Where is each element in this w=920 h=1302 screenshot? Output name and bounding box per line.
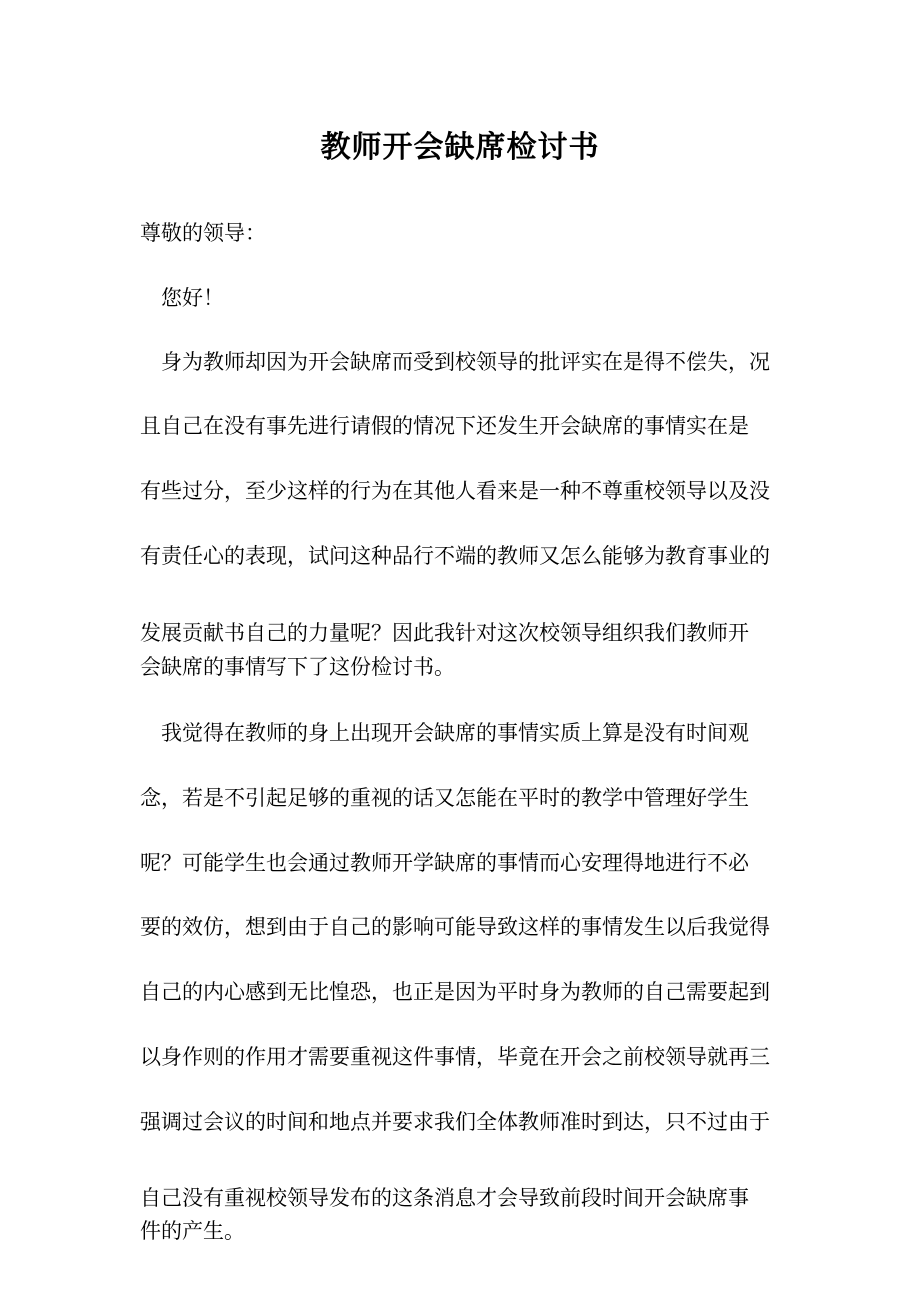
greeting: 您好！ (140, 286, 224, 310)
paragraph-line: 自己的内心感到无比惶恐，也正是因为平时身为教师的自己需要起到 (140, 980, 770, 1004)
salutation: 尊敬的领导： (140, 221, 266, 245)
paragraph-line: 有责任心的表现，试问这种品行不端的教师又怎么能够为教育事业的 (140, 544, 770, 568)
paragraph-line: 发展贡献书自己的力量呢？因此我针对这次校领导组织我们教师开 (140, 621, 749, 645)
paragraph-line: 我觉得在教师的身上出现开会缺席的事情实质上算是没有时间观 (140, 721, 749, 745)
paragraph-line: 有些过分，至少这样的行为在其他人看来是一种不尊重校领导以及没 (140, 479, 770, 503)
paragraph-line: 以身作则的作用才需要重视这件事情，毕竟在开会之前校领导就再三 (140, 1045, 770, 1069)
paragraph-line: 呢？可能学生也会通过教师开学缺席的事情而心安理得地进行不必 (140, 851, 749, 875)
paragraph-line: 件的产生。 (140, 1219, 245, 1243)
paragraph-line: 强调过会议的时间和地点并要求我们全体教师准时到达，只不过由于 (140, 1110, 770, 1134)
paragraph-line: 自己没有重视校领导发布的这条消息才会导致前段时间开会缺席事 (140, 1186, 749, 1210)
paragraph-line: 要的效仿，想到由于自己的影响可能导致这样的事情发生以后我觉得 (140, 915, 770, 939)
paragraph-line: 且自己在没有事先进行请假的情况下还发生开会缺席的事情实在是 (140, 414, 749, 438)
paragraph-line: 会缺席的事情写下了这份检讨书。 (140, 655, 455, 679)
paragraph-line: 念，若是不引起足够的重视的话又怎能在平时的教学中管理好学生 (140, 786, 749, 810)
paragraph-line: 身为教师却因为开会缺席而受到校领导的批评实在是得不偿失，况 (140, 350, 770, 374)
document-title: 教师开会缺席检讨书 (320, 130, 600, 165)
